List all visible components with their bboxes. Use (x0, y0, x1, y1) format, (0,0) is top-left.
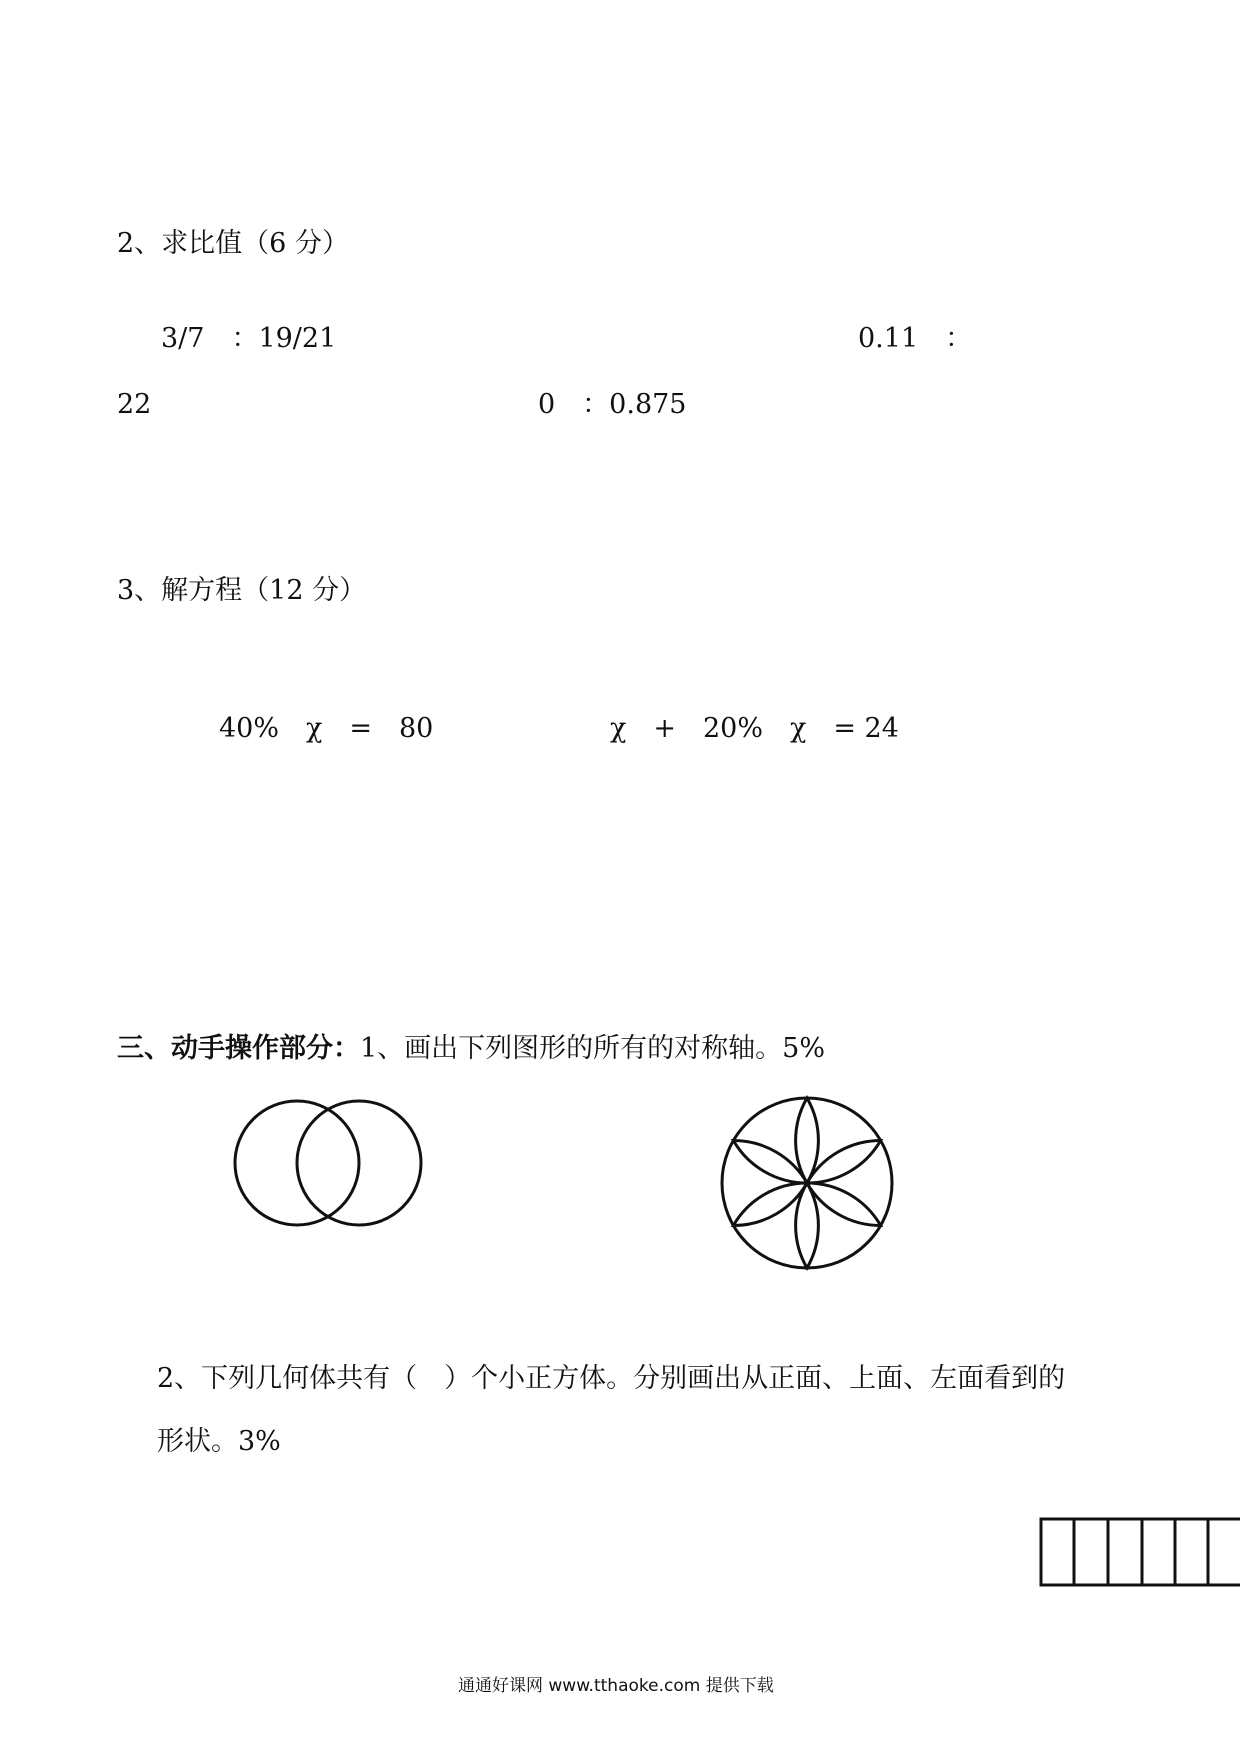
ratio-item-2: 0.11 ： (858, 323, 973, 354)
operations-question-2-line1: 2、下列几何体共有（ ）个小正方体。分别画出从正面、上面、左面看到的 (157, 1363, 1066, 1394)
section3-heading: 3、解方程（12 分） (117, 575, 367, 606)
operations-heading (117, 1035, 825, 1062)
footer-text: 通通好课网 www.tthaoke.com 提供下载 (458, 1676, 774, 1696)
overlapping-circles-figure (230, 1098, 430, 1268)
equation-1: 40% χ = 80 (219, 713, 434, 744)
ratio-item-2-continued: 22 (117, 389, 152, 420)
ratio-item-1: 3/7 ：19/21 (161, 323, 337, 354)
operations-question-2-line2: 形状。3% (157, 1426, 281, 1457)
equation-2: χ + 20% χ = 24 (610, 713, 899, 744)
answer-grid (1040, 1518, 1240, 1588)
operations-heading-bold: 三、动手操作部分： (117, 1033, 360, 1064)
ratio-item-3: 0 ：0.875 (538, 389, 687, 420)
section2-heading: 2、求比值（6 分） (117, 228, 349, 259)
operations-question-1: 1、画出下列图形的所有的对称轴。5% (360, 1033, 826, 1064)
flower-in-circle-figure (720, 1096, 900, 1276)
